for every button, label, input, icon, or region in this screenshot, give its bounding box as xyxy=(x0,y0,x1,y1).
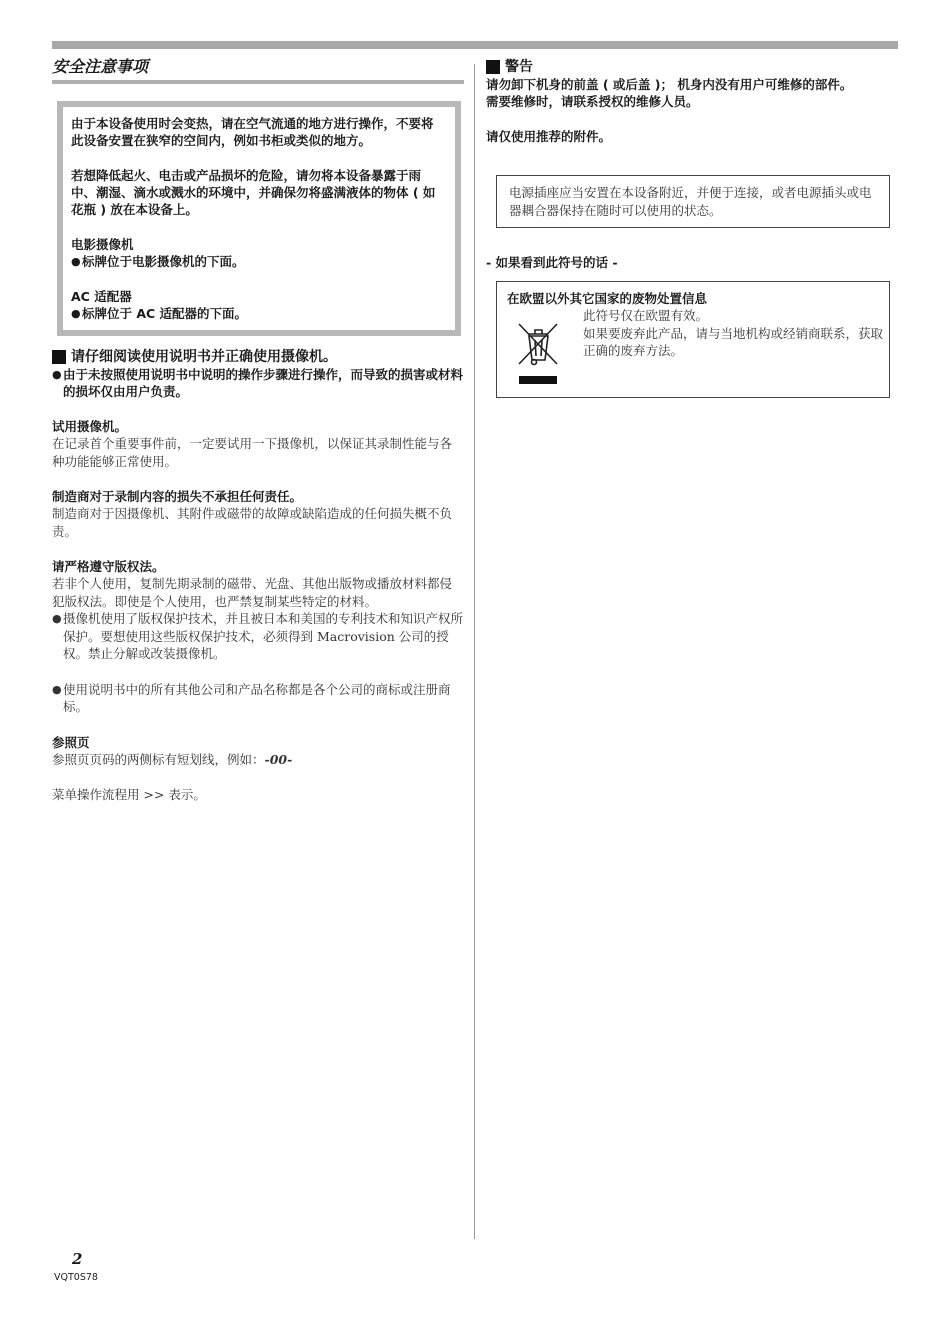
warning-cover: 请勿卸下机身的前盖 ( 或后盖 )； 机身内没有用户可维修的部件。 xyxy=(486,77,853,92)
weee-text xyxy=(583,307,883,360)
model-code: VQT0S78 xyxy=(54,1272,98,1283)
page-number: 2 xyxy=(72,1250,83,1268)
trial-text: 在记录首个重要事件前，一定要试用一下摄像机，以保证其录制性能与各种功能能够正常使用。 xyxy=(52,436,453,469)
weee-line2: 如果要废弃此产品，请与当地机构或经销商联系，获取正确的废弃方法。 xyxy=(583,325,884,358)
reference-title: 参照页 xyxy=(52,734,90,750)
macrovision-note: ● 摄像机使用了版权保护技术，并且被日本和美国的专利技术和知识产权所保护。要想使用这些版权保护技术，必须得到 Macrovision 公司的授权。禁止分解或改装摄像机。 xyxy=(52,611,464,661)
safety-box xyxy=(57,101,461,336)
outlet-text: 电源插座应当安置在本设备附近，并便于连接，或者电源插头或电器耦合器保持在随时可以使用的状态。 xyxy=(509,185,872,218)
menu-text: 菜单操作流程用 >> 表示。 xyxy=(52,787,206,802)
outlet-box xyxy=(496,175,890,228)
copyright-text: 若非个人使用，复制先期录制的磁带、光盘、其他出版物或播放材料都侵犯版权法。即使是个人使用，也严禁复制某些特定的材料。 xyxy=(52,576,453,609)
ac-label-note: ● 标牌位于 AC 适配器的下面。 xyxy=(71,306,248,321)
liability-title: 制造商对于录制内容的损失不承担任何责任。 xyxy=(52,489,303,504)
top-rule xyxy=(52,41,898,49)
column-divider xyxy=(474,64,475,1239)
weee-box xyxy=(496,281,890,398)
heat-warning: 由于本设备使用时会变热，请在空气流通的地方进行操作，不要将此设备安置在狭窄的空间内，例如书柜或类似的地方。 xyxy=(71,116,434,148)
left-column xyxy=(52,56,464,804)
warning-heading: 警告 xyxy=(486,58,890,76)
weee-line1: 此符号仅在欧盟有效。 xyxy=(583,308,709,323)
weee-title: 在欧盟以外其它国家的废物处置信息 xyxy=(507,291,708,306)
section-title: 安全注意事项 xyxy=(52,56,464,84)
square-bullet-icon xyxy=(52,350,66,364)
right-column xyxy=(486,58,890,398)
fire-warning: 若想降低起火、电击或产品损坏的危险，请勿将本设备暴露于雨中、潮湿、滴水或溅水的环境中，并确保勿将盛满液体的物体 ( 如花瓶 ) 放在本设备上。 xyxy=(71,168,436,217)
symbol-heading: - 如果看到此符号的话 - xyxy=(486,255,618,270)
camera-label-note: ● 标牌位于电影摄像机的下面。 xyxy=(71,254,245,269)
square-bullet-icon xyxy=(486,60,500,74)
camera-label-title: 电影摄像机 xyxy=(71,237,134,252)
reference-example: -00- xyxy=(264,751,293,767)
read-manual-heading: 请仔细阅读使用说明书并正确使用摄像机。 xyxy=(52,348,464,366)
copyright-title: 请严格遵守版权法。 xyxy=(52,559,165,574)
reference-text: 参照页页码的两侧标有短划线，例如：-00- xyxy=(52,751,293,767)
trademark-note: ● 使用说明书中的所有其他公司和产品名称都是各个公司的商标或注册商标。 xyxy=(52,681,451,714)
liability-text: 制造商对于因摄像机、其附件或磁带的故障或缺陷造成的任何损失概不负责。 xyxy=(52,506,453,539)
ac-label-title: AC 适配器 xyxy=(71,289,132,304)
accessory-note: 请仅使用推荐的附件。 xyxy=(486,129,612,144)
trial-title: 试用摄像机。 xyxy=(52,419,128,434)
read-manual-note: ● 由于未按照使用说明书中说明的操作步骤进行操作，而导致的损害或材料的损坏仅由用户负责。 xyxy=(52,367,464,399)
crossed-bin-icon xyxy=(515,318,561,388)
warning-service: 需要维修时，请联系授权的维修人员。 xyxy=(486,94,699,109)
